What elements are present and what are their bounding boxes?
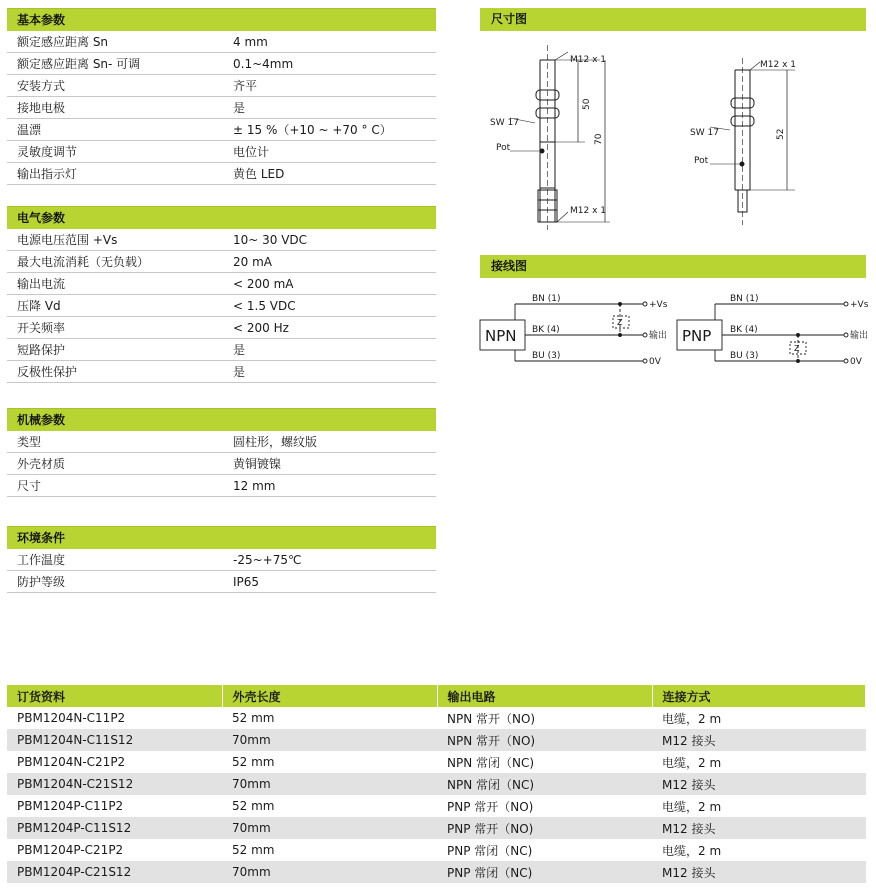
cell-model: PBM1204P-C21P2	[17, 843, 124, 857]
thread-top-label: M12 x 1	[760, 60, 796, 70]
spec-value: < 200 mA	[233, 277, 294, 291]
cell-output: NPN 常开（NO)	[437, 729, 652, 751]
spec-label: 输出指示灯	[17, 167, 78, 181]
pnp-out-label: 输出	[850, 331, 869, 341]
spec-row	[7, 229, 436, 251]
basic-params-header: 基本参数	[7, 8, 436, 31]
pnp-type-label: PNP	[682, 327, 712, 345]
spec-row	[7, 453, 436, 475]
column-header: 输出电路	[437, 685, 652, 707]
cell-connection: 电缆，2 m	[662, 799, 722, 814]
spec-label: 尺寸	[17, 479, 42, 493]
electrical-params-header: 电气参数	[7, 206, 436, 229]
sensor-52mm-drawing	[710, 58, 795, 225]
environment-header: 环境条件	[7, 526, 436, 549]
electrical-params-section	[7, 206, 436, 383]
table-row	[7, 707, 866, 729]
cell-connection: 电缆，2 m	[662, 755, 722, 770]
table-row	[7, 751, 866, 773]
spec-label: 压降 Vd	[17, 299, 61, 313]
spec-value: ± 15 %（+10 ~ +70 ° C）	[233, 123, 392, 137]
npn-bu-label: BU (3)	[532, 351, 561, 361]
npn-bk-label: BK (4)	[532, 325, 560, 335]
wrench-size-label: SW 17	[490, 118, 519, 128]
table-row	[7, 839, 866, 861]
spec-label: 电源电压范围 +Vs	[17, 233, 118, 247]
cell-model: PBM1204N-C21S12	[7, 773, 222, 795]
column-header: 外壳长度	[222, 685, 437, 707]
dimension-drawing	[480, 40, 866, 235]
mechanical-params-header: 机械参数	[7, 408, 436, 431]
cell-output: NPN 常闭（NC)	[447, 755, 535, 770]
cell-length: 52 mm	[232, 711, 275, 725]
spec-row	[7, 97, 436, 119]
spec-row	[7, 317, 436, 339]
spec-value: 20 mA	[233, 255, 272, 269]
spec-row	[7, 31, 436, 53]
spec-row	[7, 163, 436, 185]
cell-output: PNP 常闭（NC)	[447, 843, 533, 858]
dim-52-label: 52	[776, 128, 786, 140]
spec-label: 额定感应距离 Sn- 可调	[17, 57, 141, 71]
wiring-header: 接线图	[480, 255, 866, 278]
cell-model: PBM1204N-C21P2	[17, 755, 126, 769]
spec-value: 黄色 LED	[233, 167, 285, 181]
column-header: 订货资料	[7, 685, 222, 707]
basic-params-section	[7, 8, 436, 185]
cell-output: NPN 常开（NO)	[447, 711, 536, 726]
spec-label: 开关频率	[17, 321, 66, 335]
spec-value: IP65	[233, 575, 260, 589]
cell-connection: M12 接头	[652, 729, 866, 751]
npn-vs-label: +Vs	[649, 300, 668, 310]
spec-value: -25~+75℃	[233, 553, 302, 567]
cell-connection: 电缆，2 m	[662, 711, 722, 726]
spec-label: 防护等级	[17, 575, 66, 589]
dim-50-label: 50	[582, 98, 592, 110]
dim-70-label: 70	[594, 133, 604, 145]
spec-row	[7, 53, 436, 75]
spec-row	[7, 251, 436, 273]
spec-value: < 1.5 VDC	[233, 299, 296, 313]
spec-label: 输出电流	[17, 277, 66, 291]
table-row	[7, 773, 866, 795]
spec-label: 接地电极	[17, 101, 66, 115]
thread-bottom-label: M12 x 1	[570, 206, 606, 216]
table-row	[7, 861, 866, 883]
pnp-bk-label: BK (4)	[730, 325, 758, 335]
spec-row	[7, 361, 436, 383]
cell-model: PBM1204P-C21S12	[7, 861, 222, 883]
pot-label: Pot	[694, 156, 709, 166]
npn-type-label: NPN	[485, 327, 517, 345]
cell-length: 52 mm	[232, 799, 275, 813]
cell-model: PBM1204P-C11S12	[7, 817, 222, 839]
spec-value: 黄铜镀镍	[233, 457, 282, 471]
cell-output: PNP 常闭（NC)	[437, 861, 652, 883]
spec-row	[7, 475, 436, 497]
pot-label: Pot	[496, 143, 511, 153]
pnp-bn-label: BN (1)	[730, 294, 759, 304]
table-row	[7, 729, 866, 751]
spec-value: 4 mm	[233, 35, 268, 49]
spec-value: < 200 Hz	[233, 321, 289, 335]
spec-row	[7, 549, 436, 571]
cell-output: NPN 常闭（NC)	[437, 773, 652, 795]
table-row	[7, 817, 866, 839]
npn-0v-label: 0V	[649, 357, 661, 367]
spec-value: 10~ 30 VDC	[233, 233, 308, 247]
pnp-0v-label: 0V	[850, 357, 862, 367]
environment-section	[7, 526, 436, 593]
spec-label: 灵敏度调节	[17, 145, 78, 159]
spec-label: 外壳材质	[17, 457, 66, 471]
npn-out-label: 输出	[649, 331, 668, 341]
spec-label: 反极性保护	[17, 365, 78, 379]
wrench-size-label: SW 17	[690, 128, 719, 138]
pnp-load-label: Z	[794, 344, 800, 353]
column-header: 连接方式	[652, 685, 866, 707]
cell-length: 52 mm	[232, 755, 275, 769]
spec-label: 类型	[17, 435, 42, 449]
npn-bn-label: BN (1)	[532, 294, 561, 304]
npn-load-label: Z	[617, 318, 623, 327]
mechanical-params-section	[7, 408, 436, 497]
cell-model: PBM1204P-C11P2	[17, 799, 124, 813]
spec-value: 是	[233, 343, 246, 357]
spec-label: 工作温度	[17, 553, 66, 567]
cell-length: 70mm	[222, 729, 437, 751]
spec-value: 电位计	[233, 145, 270, 159]
pnp-bu-label: BU (3)	[730, 351, 759, 361]
spec-label: 安装方式	[17, 79, 66, 93]
cell-model: PBM1204N-C11S12	[7, 729, 222, 751]
spec-row	[7, 295, 436, 317]
spec-value: 是	[233, 101, 246, 115]
cell-output: PNP 常开（NO)	[447, 799, 534, 814]
spec-value: 是	[233, 365, 246, 379]
cell-output: PNP 常开（NO)	[437, 817, 652, 839]
spec-label: 最大电流消耗（无负载）	[17, 255, 150, 269]
cell-length: 70mm	[222, 861, 437, 883]
spec-value: 12 mm	[233, 479, 276, 493]
table-row	[7, 795, 866, 817]
cell-length: 70mm	[222, 773, 437, 795]
spec-row	[7, 339, 436, 361]
spec-row	[7, 273, 436, 295]
spec-row	[7, 571, 436, 593]
dimensions-header: 尺寸图	[480, 8, 866, 31]
pnp-vs-label: +Vs	[850, 300, 869, 310]
cell-connection: M12 接头	[652, 773, 866, 795]
thread-top-label: M12 x 1	[570, 55, 606, 65]
spec-label: 温漂	[17, 123, 42, 137]
cell-length: 52 mm	[232, 843, 275, 857]
spec-label: 额定感应距离 Sn	[17, 35, 109, 49]
cell-connection: M12 接头	[652, 817, 866, 839]
cell-connection: M12 接头	[652, 861, 866, 883]
cell-model: PBM1204N-C11P2	[17, 711, 126, 725]
order-table	[7, 685, 866, 883]
spec-row	[7, 75, 436, 97]
wiring-diagram	[480, 290, 869, 380]
spec-label: 短路保护	[17, 343, 66, 357]
spec-row	[7, 431, 436, 453]
cell-length: 70mm	[222, 817, 437, 839]
spec-row	[7, 119, 436, 141]
spec-value: 齐平	[233, 79, 258, 93]
cell-connection: 电缆，2 m	[662, 843, 722, 858]
spec-value: 圆柱形，螺纹版	[233, 435, 318, 449]
order-table-header	[7, 685, 866, 707]
spec-row	[7, 141, 436, 163]
spec-value: 0.1~4mm	[233, 57, 294, 71]
